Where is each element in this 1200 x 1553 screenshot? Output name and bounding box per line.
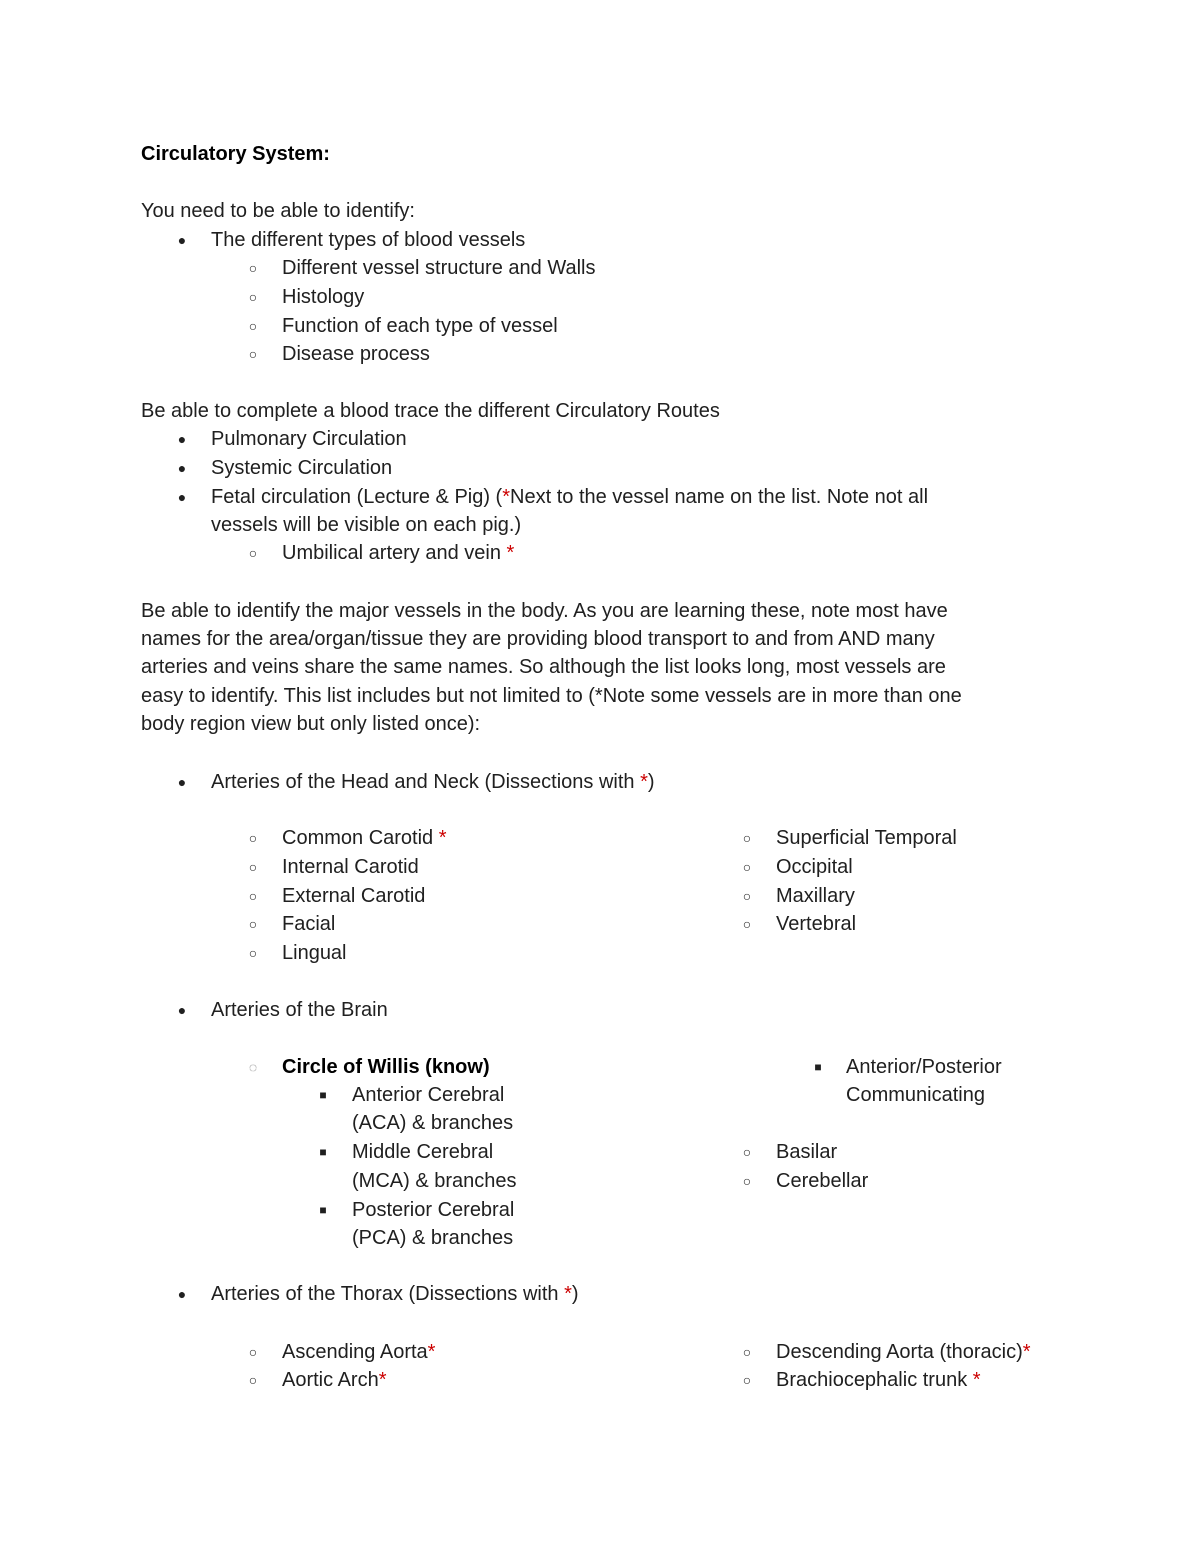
list-item: Superficial Temporal [776,827,957,849]
paragraph-line: arteries and veins share the same names. So although the list looks long, most vessels are [141,656,946,678]
list-item-fetal [211,483,928,511]
asterisk: * [378,1369,387,1391]
document-title: Circulatory System: [141,143,330,165]
asterisk: * [438,827,447,849]
bullet-circle: ○ [248,1372,258,1388]
bullet-circle: ○ [248,888,258,904]
bullet-circle: ○ [248,916,258,932]
bullet-square: ■ [319,1088,327,1102]
list-item: Middle Cerebral [352,1141,494,1163]
list-item: Posterior Cerebral [352,1199,515,1221]
bullet-circle: ○ [742,1144,752,1160]
list-item: Maxillary [776,885,855,907]
vessel-name: Brachiocephalic trunk [776,1369,973,1391]
list-item: Occipital [776,856,853,878]
asterisk: * [640,771,648,793]
section-heading-thorax [211,1280,579,1308]
list-item: Basilar [776,1141,838,1163]
bullet-dot: ● [177,489,187,505]
heading-text: Arteries of the Head and Neck (Dissections with [211,771,641,793]
asterisk: * [502,486,511,508]
list-item: Cerebellar [776,1170,869,1192]
list-item [282,824,447,852]
fetal-text-b: Next to the vessel name on the list. Note not all [510,486,929,508]
asterisk: * [427,1341,436,1363]
bullet-circle: ○ [248,289,258,305]
bullet-circle: ○ [248,830,258,846]
bullet-circle: ○ [248,859,258,875]
list-item: Systemic Circulation [211,457,393,479]
list-item-continued: Communicating [846,1084,985,1106]
list-item: Internal Carotid [282,856,419,878]
bullet-square: ■ [319,1203,327,1217]
list-item [776,1338,1031,1366]
list-item [776,1366,981,1394]
list-item: Vertebral [776,913,857,935]
bullet-square: ■ [319,1145,327,1159]
bullet-circle: ○ [742,1344,752,1360]
fetal-text-a: Fetal circulation (Lecture & Pig) ( [211,486,503,508]
list-item: Histology [282,286,365,308]
section-heading-brain: Arteries of the Brain [211,999,388,1021]
bullet-circle: ○ [248,318,258,334]
intro-text: You need to be able to identify: [141,200,415,222]
list-item-continued: vessels will be visible on each pig.) [211,514,522,536]
vessel-name: Aortic Arch [282,1369,379,1391]
paragraph-line: Be able to identify the major vessels in the body. As you are learning these, note most have [141,600,948,622]
list-item [282,539,514,567]
list-item: Anterior/Posterior [846,1056,1002,1078]
bullet-dot: ● [177,431,187,447]
bullet-dot: ● [177,774,187,790]
list-item [282,1366,387,1394]
heading-text: Arteries of the Thorax (Dissections with [211,1283,565,1305]
bullet-square: ■ [814,1060,822,1074]
section-heading-head-neck [211,768,655,796]
list-item [282,1338,435,1366]
bullet-circle: ○ [742,830,752,846]
list-item: Function of each type of vessel [282,315,558,337]
bullet-circle: ○ [248,1344,258,1360]
list-item: Lingual [282,942,347,964]
bullet-dot: ● [177,232,187,248]
vessel-name: Common Carotid [282,827,439,849]
bullet-dot: ● [177,1286,187,1302]
list-item: Pulmonary Circulation [211,428,407,450]
bullet-circle: ○ [742,1173,752,1189]
paragraph-line: body region view but only listed once): [141,713,481,735]
bullet-circle: ○ [742,888,752,904]
circle-of-willis: Circle of Willis (know) [282,1056,490,1078]
list-item: The different types of blood vessels [211,229,526,251]
list-item-continued: (MCA) & branches [352,1170,517,1192]
heading-end: ) [571,1283,579,1305]
bullet-circle: ○ [742,916,752,932]
heading-end: ) [647,771,655,793]
list-item: External Carotid [282,885,426,907]
asterisk: * [972,1369,981,1391]
bullet-circle: ○ [742,1372,752,1388]
paragraph-line: easy to identify. This list includes but not limited to (*Note some vessels are in more than one [141,685,962,707]
bullet-dot: ● [177,1002,187,1018]
bullet-dotted-circle: ◌ [248,1059,258,1075]
vessel-name: Ascending Aorta [282,1341,428,1363]
paragraph-line: names for the area/organ/tissue they are providing blood transport to and from AND many [141,628,935,650]
bullet-circle: ○ [742,859,752,875]
bullet-circle: ○ [248,945,258,961]
umbilical-text: Umbilical artery and vein [282,542,507,564]
list-item: Disease process [282,343,430,365]
bullet-circle: ○ [248,346,258,362]
bullet-circle: ○ [248,260,258,276]
asterisk: * [506,542,515,564]
asterisk: * [1022,1341,1031,1363]
list-item: Anterior Cerebral [352,1084,505,1106]
list-item-continued: (PCA) & branches [352,1227,514,1249]
bullet-dot: ● [177,460,187,476]
list-item: Different vessel structure and Walls [282,257,596,279]
list-item-continued: (ACA) & branches [352,1112,514,1134]
routes-intro: Be able to complete a blood trace the different Circulatory Routes [141,400,720,422]
vessel-name: Descending Aorta (thoracic) [776,1341,1023,1363]
asterisk: * [564,1283,572,1305]
list-item: Facial [282,913,336,935]
bullet-circle: ○ [248,545,258,561]
